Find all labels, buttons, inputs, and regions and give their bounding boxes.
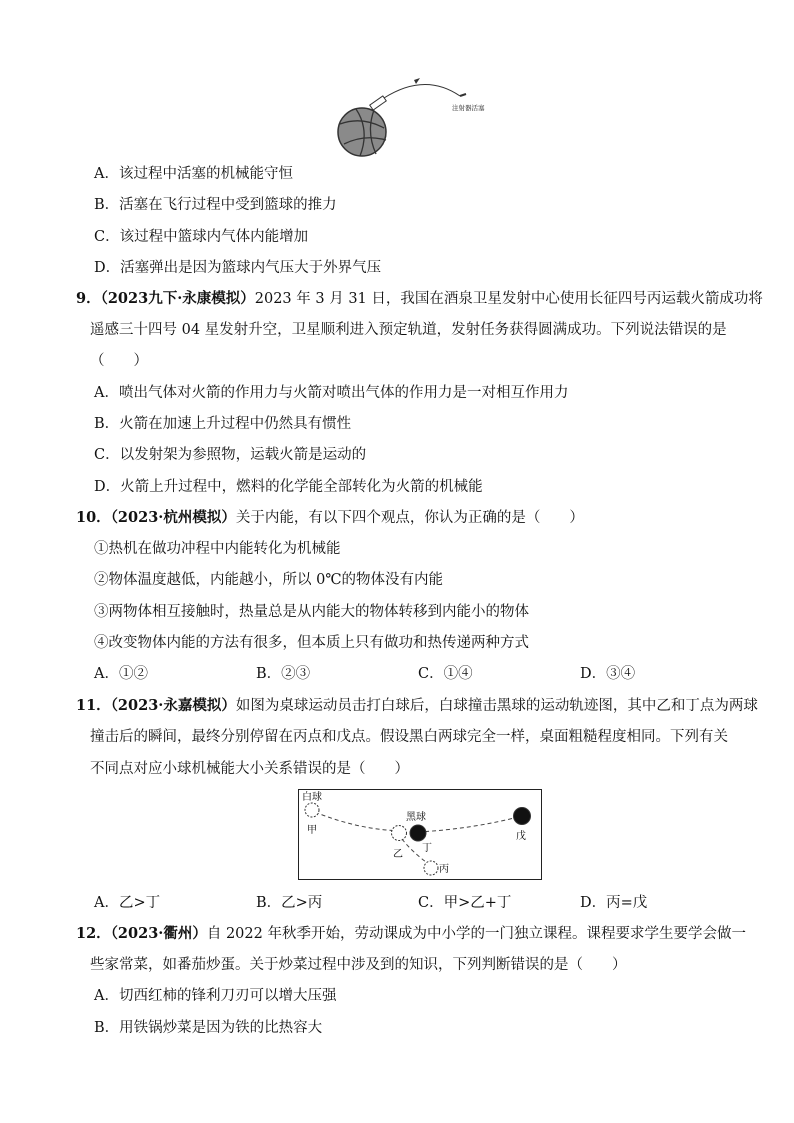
q10-statement-3: ③两物体相互接触时，热量总是从内能大的物体转移到内能小的物体 [94,604,529,620]
q10-number: 10． [76,509,111,526]
q9-stem-line-1 [76,289,763,309]
q9-text-1: 2023 年 3 月 31 日，我国在酒泉卫星发射中心使用长征四号丙运载火箭成功将 [254,291,763,307]
q9-number: 9． [76,290,101,307]
label-bing: 丙 [439,864,449,875]
q10-option-d: D．③④ [580,666,636,682]
q11-option-b: B．乙>丙 [256,895,323,911]
q8-option-c: C．该过程中篮球内气体内能增加 [94,229,309,245]
q11-stem-line-2: 撞击后的瞬间，最终分别停留在丙点和戊点。假设黑白两球完全一样，桌面粗糙程度相同。下列有关 [90,729,728,745]
q12-stem-line-2: 些家常菜，如番茄炒蛋。关于炒菜过程中涉及到的知识，下列判断错误的是（ ） [90,957,627,973]
q11-stem-line-1 [76,696,758,716]
q11-text-1: 如图为桌球运动员击打白球后，白球撞击黑球的运动轨迹图，其中乙和丁点为两球 [235,698,758,714]
q10-stem [76,508,584,528]
label-jia: 甲 [307,825,317,836]
label-wu: 戊 [516,831,526,842]
q11-option-c: C．甲>乙+丁 [418,895,512,911]
q12-option-b: B．用铁锅炒菜是因为铁的比热容大 [94,1020,323,1036]
ball-bing-icon [424,861,438,875]
q11-number: 11． [76,697,111,714]
q12-option-a: A．切西红柿的锋利刀刃可以增大压强 [94,988,337,1004]
label-yi: 乙 [393,849,403,860]
q10-text: 关于内能，有以下四个观点，你认为正确的是（ ） [235,510,584,526]
billiard-trajectory-figure [298,789,543,881]
q8-option-a: A．该过程中活塞的机械能守恒 [94,166,293,182]
q9-stem-line-2: 遥感三十四号 04 星发射升空，卫星顺利进入预定轨道，发射任务获得圆满成功。下列说法错误的是 [90,322,727,338]
q11-option-a: A．乙>丁 [94,895,161,911]
q8-option-b: B．活塞在飞行过程中受到篮球的推力 [94,197,337,213]
q12-source: （2023·衢州） [110,925,207,942]
ball-yi-icon [392,826,407,841]
q10-option-a: A．①② [94,666,148,682]
q10-statement-4: ④改变物体内能的方法有很多，但本质上只有做功和热传递两种方式 [94,635,529,651]
basketball-syringe-figure [330,70,510,160]
piston-label: 注射器活塞 [452,104,485,112]
q12-text-1: 自 2022 年秋季开始，劳动课成为中小学的一门独立课程。课程要求学生要学会做一 [206,926,746,942]
q12-stem-line-1 [76,924,746,944]
q11-stem-line-3: 不同点对应小球机械能大小关系错误的是（ ） [90,761,409,777]
q9-option-b: B．火箭在加速上升过程中仍然具有惯性 [94,416,352,432]
label-ding: 丁 [422,843,432,854]
q11-source: （2023·永嘉模拟） [110,697,236,714]
q10-option-c: C．①④ [418,666,473,682]
q12-number: 12． [76,925,111,942]
q10-statement-2: ②物体温度越低，内能越小，所以 0℃的物体没有内能 [94,572,444,588]
q9-option-d: D．火箭上升过程中，燃料的化学能全部转化为火箭的机械能 [94,479,483,495]
q9-stem-line-3: （ ） [90,353,148,369]
q11-option-d: D．丙=戊 [580,895,648,911]
ball-wu-icon [514,808,531,825]
q9-option-a: A．喷出气体对火箭的作用力与火箭对喷出气体的作用力是一对相互作用力 [94,385,569,401]
ball-jia-icon [305,803,319,817]
label-white-ball: 白球 [302,792,322,803]
q10-source: （2023·杭州模拟） [110,509,236,526]
q9-source: （2023九下·永康模拟） [100,290,255,307]
q10-statement-1: ①热机在做功冲程中内能转化为机械能 [94,541,341,557]
ball-ding-icon [410,825,426,841]
label-black-ball: 黑球 [406,812,426,823]
q10-option-b: B．②③ [256,666,311,682]
syringe-icon [370,96,387,110]
q8-option-d: D．活塞弹出是因为篮球内气压大于外界气压 [94,260,382,276]
q9-option-c: C．以发射架为参照物，运载火箭是运动的 [94,447,367,463]
